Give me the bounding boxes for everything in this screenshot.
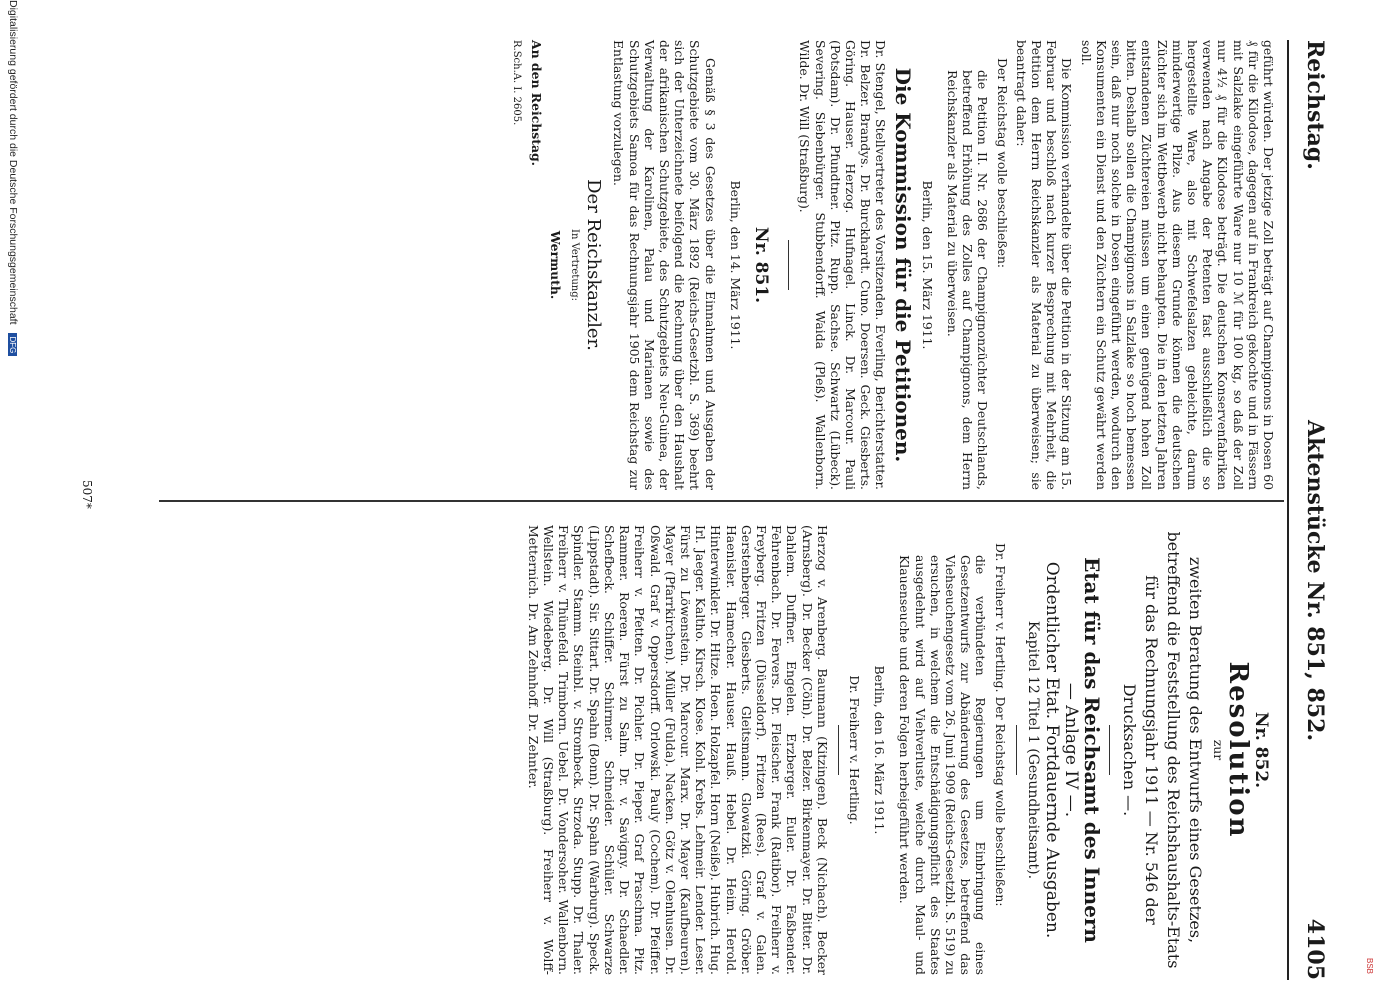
addressee: An den Reichstag.: [528, 40, 544, 166]
resolution-title: Resolution: [1222, 661, 1253, 839]
date-15-march: Berlin, den 15. März 1911.: [919, 180, 935, 350]
nr-852-heading: Nr. 852.: [1251, 711, 1271, 789]
separator: [1109, 725, 1110, 775]
header-rule: [1287, 40, 1289, 980]
left-column: [505, 40, 1276, 490]
motion-intro: Dr. Freiherr v. Hertling. Der Reichstag wolle beschließen:: [992, 543, 1008, 907]
library-mark: BSB: [1365, 958, 1374, 975]
date-16-march: Berlin, den 16. März 1911.: [872, 665, 888, 835]
page-mark: 507*: [80, 480, 94, 509]
commission-paragraph: Die Kommission verhandelte über die Petition in der Sitzung am 15. Februar und beschloß nach kurzer Besprechung mit Mehrheit, die Petition dem Herrn Reichskanzler als Material zu überweisen; sie beantragt daher:: [1013, 40, 1075, 490]
signatories-list: Herzog v. Arenberg. Baumann (Kitzingen). Beck (Nichach). Becker (Arnsberg). Dr. Becker (Cöln). Dr. Belzer. Birkenmayer. Dr. Bitter. Dr. Dahlem. Duffner. Engelen. Erzberger. Euler. Dr. Faßbender. Fehrenbach. Dr. Fervers. Dr. Fleischer. Frank (Ratibor). Freiherr v. Freyberg. Fritzen (Düsseldorf). Fritzen (Rees). Graf v. Galen. Gerstenberger. Giesberts. Gleitsmann. Glowatzki. Göring. Gröber. Haenisler. Hamecher. Hauser. Hauß. Hebel. Dr. Heim. Herold. Hinterwinkler. Dr. Hitze. Hoen. Holzapfel. Horn (Neiße). Hubrich. Hug. Irl. Jaeger. Kaltho. Kirsch. Klose. Kohl. Krebs. Lehmeir. Lender. Leser. Fürst zu Löwenstein. Dr. Marcour. Marx. Dr. Mayer (Kaufbeuren). Mayer (Pfarrkirchen). Müller (Fulda). Nacken. Götz v. Olenhusen. Dr. Oßwald. Graf v. Oppersdorff. Orlowski. Pauly (Cochem). Dr. Pfeiffer. Freiherr v. Pfetten. Dr. Pichler. Dr. Pieper. Graf Praschma. Pitz. Rammer. Roeren. Fürst zu Salm. Dr. v. Savigny. Dr. Schaedler. Schefbeck. Schiffer. Schirmer. Schneider. Schüler. Schwarze (Lippstadt). Sir. Sittart. Dr. Spahn (Bonn). Dr. Spahn (Warburg). Speck. Spindler. Stamm. Steinbl. v. Strombeck. Strzoda. Stupp. Dr. Thaler. Freiherr v. Thünefeld. Trimborn. Uebel. Dr. Vondersoher. Wallenborn. Wellstein. Wiedeberg. Dr. Will (Straßburg). Freiherr v. Wolff-Metternich. Dr. Am Zehnhoff. Dr. Zehnter.: [525, 525, 830, 975]
petition-resolution: die Petition II. Nr. 2686 der Champignonzüchter Deutschlands, betreffend Erhöhung des Zolles auf Champignons, dem Herrn Reichskanzler als Material zu überweisen.: [944, 70, 991, 490]
resolution-subject: zweiten Beratung des Entwurfs eines Gesetzes, betreffend die Feststellung des Reichshaushalts-Etats für das Rechnungsjahr 1911 — Nr. 546 der Drucksachen —.: [1120, 531, 1206, 969]
date-14-march: Berlin, den 14. März 1911.: [727, 180, 743, 350]
signer-name: Wermuth.: [547, 230, 563, 300]
motion-signer: Dr. Freiherr v. Hertling.: [846, 675, 862, 825]
ordentlicher-etat: Ordentlicher Etat. Fortdauernde Ausgaben.: [1041, 561, 1062, 939]
header-left: Reichstag.: [1302, 40, 1328, 170]
running-header: [1294, 40, 1334, 980]
nr-851-text: Gemäß § 3 des Gesetzes über die Einnahmen und Ausgaben der Schutzgebiete vom 30. März 1892 (Reichs-Gesetzbl. S. 369) beehrt sich der Unterzeichnete beifolgend die Rechnung über den Haushalt der afrikanischen Schutzgebiete, des Schutzgebiets Neu-Guinea, der Verwaltung der Karolinen, Palau und Marianen sowie des Schutzgebiets Samoa für das Rechnungsjahr 1905 dem Reichstag zur Entlastung vorzulegen.: [611, 40, 718, 490]
dfg-logo: DFG: [8, 333, 17, 356]
motion-intro: Der Reichstag wolle beschließen:: [994, 58, 1010, 269]
zur-label: zur: [1210, 739, 1226, 761]
motion-text: die verbündeten Regierungen um Einbringung eines Gesetzentwurfs zur Abänderung des Gesetzes, betreffend das Viehseuchengesetz vom 26. Juni 1909 (Reichs-Gesetzbl. S. 519) zu ersuchen, in welchem die Entschädigungspflicht des Staates ausgedehnt wird auf Viehverluste, welche durch Maul- und Klauenseuche und deren Folgen herbeigeführt werden.: [897, 555, 989, 975]
page-number: 4105: [1302, 918, 1328, 980]
reference-number: R.Sch.A. I. 2605.: [511, 40, 523, 126]
intro-paragraph: geführt würden. Der jetzige Zoll beträgt auf Champignons in Dosen 60 ₰ für die Kilodose, dagegen auf in Frankreich gekochte und in Fässern mit Salzlake eingeführte Ware nur 10 ℳ für 100 kg, so daß der Zoll nur 4½ ₰ für die Kilodose beträgt. Die deutschen Konservenfabriken verwenden nach Angabe der Petenten fast ausschließlich die so hergestellte Ware, also mit Schwefelsalzen gebleichte, darum minderwertige Pilze. Aus diesem Grunde können die deutschen Züchter sich im Wettbewerb nicht behaupten. Die in den letzten Jahren entstandenen Züchtereien müssen um einen genügend hohen Zoll bitten. Deshalb sollen die Champignons in Salzlake so hoch bemessen sein, daß nur noch solche in Dosen eingeführt werden, wodurch den Konsumenten ein Dienst und den Züchtern ein Schutz gewährt werden soll.: [1078, 40, 1276, 490]
commission-members: Dr. Stengel, Stellvertreter des Vorsitzenden. Everling, Berichterstatter. Dr. Belzer. Brandys. Dr. Burckhardt. Cuno. Doersen. Geck. Giesberts. Göring. Hauser. Herzog. Hufnagel. Linck. Dr. Marcour. Pauli (Potsdam). Dr. Pfundtner. Pitz. Rupp. Sachse. Schwartz (Lübeck). Severing. Siebenbürger. Stubbendorff. Waida (Pleß). Wallenborn. Wilde. Dr. Will (Straßburg).: [797, 40, 889, 490]
dfg-credit: [3, 0, 19, 1000]
etat-title: Etat für das Reichsamt des Innern: [1080, 557, 1105, 943]
kapitel-label: Kapitel 12 Titel 1 (Gesundheitsamt).: [1024, 620, 1041, 880]
anlage-label: — Anlage IV —.: [1061, 682, 1082, 818]
library-stamp: [1365, 958, 1374, 974]
separator: [788, 240, 789, 290]
commission-title: Die Kommission für die Petitionen.: [890, 67, 915, 463]
dfg-text: Digitalisierung gefördert durch die Deutsche Forschungsgemeinschaft: [7, 0, 19, 325]
nr-851-heading: Nr. 851.: [751, 226, 772, 304]
separator: [838, 725, 839, 775]
vertretung-label: In Vertretung:: [569, 229, 581, 301]
signer-title: Der Reichskanzler.: [583, 179, 605, 351]
header-title: Aktenstücke Nr. 851, 852.: [1302, 420, 1328, 742]
column-divider: [159, 500, 1284, 502]
separator: [1016, 725, 1017, 775]
right-column: [522, 525, 1276, 975]
